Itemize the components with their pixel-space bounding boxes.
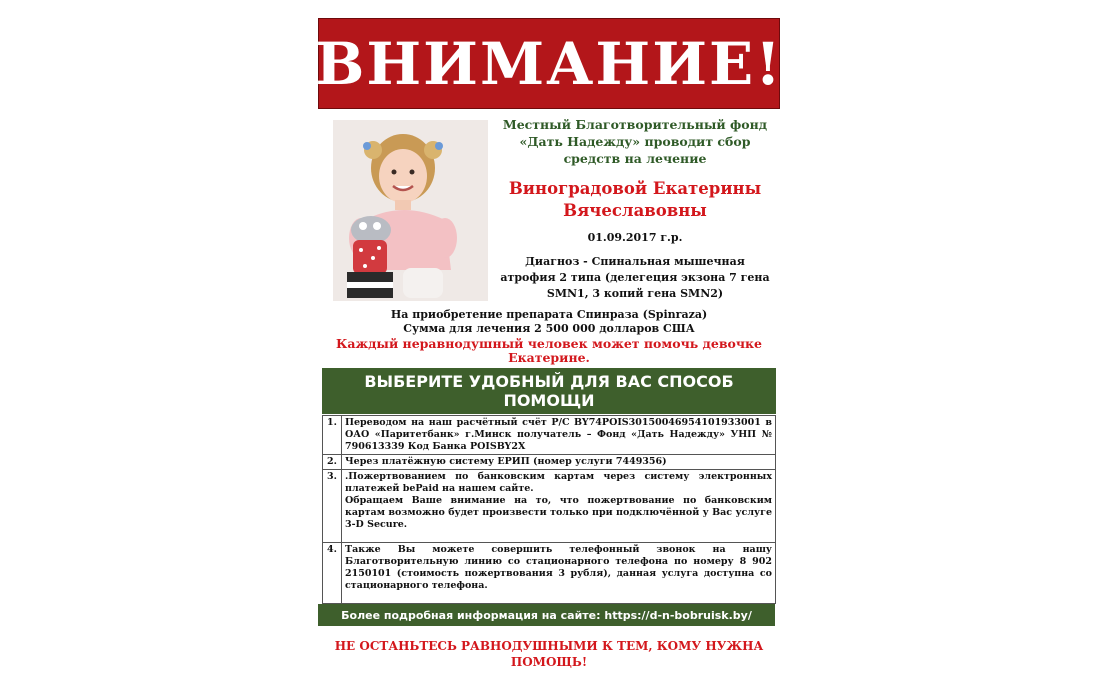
banner-title: ВНИМАНИЕ! [315,29,783,98]
help-methods-table [322,415,776,604]
table-row [323,416,776,455]
fund-line: Местный Благотворительный фонд [502,117,768,132]
fund-line: средств на лечение [563,151,707,166]
fund-intro [490,116,780,167]
method-number: 1. [323,416,342,455]
footer-appeal [318,638,780,670]
child-photo [333,120,488,301]
method-number: 3. [323,470,342,543]
patient-name [490,178,780,222]
more-info-text: Более подробная информация на сайте: https://d-n-bobruisk.by/ [341,608,752,622]
patient-name-line: Виноградовой Екатерины [508,179,762,198]
footer-line: НЕ ОСТАНЬТЕСЬ РАВНОДУШНЫМИ К ТЕМ, КОМУ НУЖНА [334,639,764,653]
treatment-info [318,308,780,336]
diagnosis-line: Диагноз - Спинальная мышечная [525,255,745,268]
footer-line: ПОМОЩЬ! [510,655,588,669]
heading-line: ПОМОЩИ [503,391,595,410]
help-methods-heading-text [364,372,733,410]
method-text: Через платёжную систему ЕРИП (номер услуги 7449356) [342,455,776,470]
method-text: Переводом на наш расчётный счёт Р/С BY74POIS30150046954101933001 в ОАО «Паритетбанк» г.Минск получатель – Фонд «Дать Надежду» УНП № 790613339 Код Банка POISBY2X [342,416,776,455]
method-number: 4. [323,543,342,604]
attention-banner [315,18,783,109]
method-text-para: Обращаем Ваше внимание на то, что пожертвование по банковским картам возможно будет произвести только при подключённой у Вас услуге 3-D Secure. [345,495,772,530]
treatment-line: На приобретение препарата Спинраза (Spinraza) [390,308,708,321]
more-info-bar [318,604,775,626]
method-number: 2. [323,455,342,470]
help-methods-heading [322,368,776,414]
method-text: Также Вы можете совершить телефонный звонок на нашу Благотворительную линию со стационарного телефона по номеру 8 902 2150101 (стоимость пожертвования 3 рубля), данная услуга доступна со стационарного телефона. [342,543,776,604]
treatment-amount: Сумма для лечения 2 500 000 долларов США [403,322,695,335]
method-text [342,470,776,543]
help-callout [318,337,780,365]
callout-line: Екатерине. [508,350,590,365]
method-text-para: .Пожертвованием по банковским картам через систему электронных платежей bePaid на нашем сайте. [345,471,772,494]
flyer [315,18,783,698]
table-row [323,543,776,604]
table-row [323,470,776,543]
table-row [323,455,776,470]
callout-line: Каждый неравнодушный человек может помочь девочке [335,336,762,351]
child-photo-illustration [333,120,488,301]
diagnosis-line: SMN1, 3 копий гена SMN2) [546,287,724,300]
heading-line: ВЫБЕРИТЕ УДОБНЫЙ ДЛЯ ВАС СПОСОБ [364,372,734,391]
birth-date: 01.09.2017 г.р. [587,231,683,244]
diagnosis [490,254,780,302]
fund-line: «Дать Надежду» проводит сбор [519,134,751,149]
diagnosis-line: атрофия 2 типа (делегеция экзона 7 гена [500,271,770,284]
patient-name-line: Вячеславовны [563,201,707,220]
